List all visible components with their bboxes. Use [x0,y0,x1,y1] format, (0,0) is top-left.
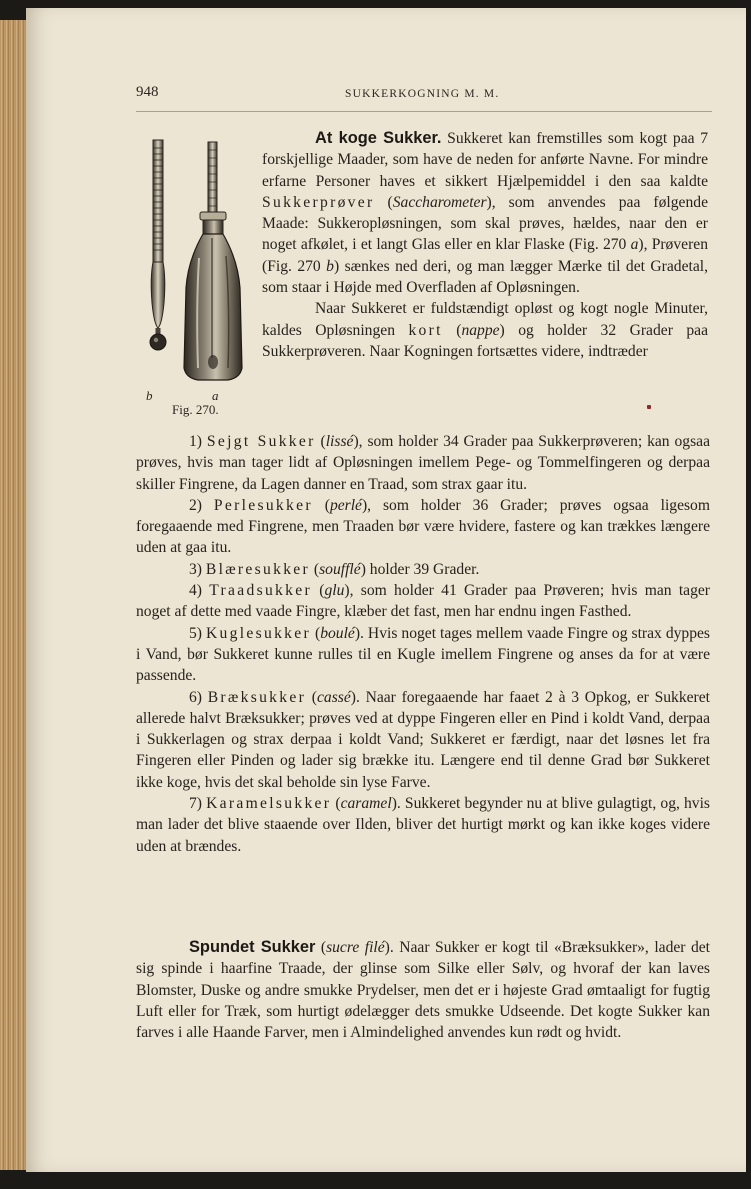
figure-caption: Fig. 270. [172,402,219,417]
list-item: 2) Perlesukker (perlé), som holder 36 Grader; prøves ogsaa ligesom foregaaende med Fingrene, men Traaden bør være hvidere, fastere og kan trækkes længere uden at gaa itu. [136,496,710,557]
list-item: 4) Traadsukker (glu), som holder 41 Grader paa Prøveren; hvis man tager noget af dette med vaade Fingre, klæber det fast, men har endnu ingen Fasthed. [136,582,711,621]
header-rule [136,111,712,112]
page-number: 948 [136,84,159,100]
intro-paragraph-2: Naar Sukkeret er fuldstændigt opløst og kogt nogle Minuter, kaldes Opløsningen kort (nappe) og holder 32 Grader paa Sukkerprøveren. Naar Kogningen fortsættes videre, indtræder [262,300,708,360]
term-sukkerprover: Sukkerprøver [262,193,375,211]
list-item: 1) Sejgt Sukker (lissé), som holder 34 Grader paa Sukkerprøveren; kan ogsaa prøves, hvis man tager lidt af Opløsningen imellem Pege- og Tommelfingeren og derpaa skiller Fingrene, da Lagen danner en Traad, som strax gaar itu. [136,433,711,493]
spundet-paragraph: Spundet Sukker (sucre filé). Naar Sukker er kogt til «Bræksukker», lader det sig spinde i haarfine Traade, der glinse som Silke eller Sølv, og hvoraf der kan laves Blomster, Duske og andre smukke Prydelser, men det er i højeste Grad ømtaaligt for fugtig Luft eller for Træk, som hurtigt ødelægger dets smukke Udseende. Det kogte Sukker kan farves i alle Haande Farver, men i Almindelighed anvendes kun rødt og hvidt. [136,938,711,1042]
bottle-a [184,142,242,380]
intro-paragraph: At koge Sukker. Sukkeret kan fremstilles som kogt paa 7 forskjellige Maader, som have de neden for anførte Navne. For mindre erfarne Personer haves et sikkert Hjælpemiddel i den saa kaldte Sukkerprøver (Saccharometer), som anvendes paa følgende Maade: Sukkeropløsningen, som skal prøves, hældes, naar den er noget afkølet, i et langt Glas eller en klar Flaske (Fig. 270 a), Prøveren (Fig. 270 b) sænkes ned deri, og man lægger Mærke til det Gradetal, som staar i Højde med Overfladen af Opløsningen. [262,129,708,297]
running-title: SUKKERKOGNING M. M. [345,88,500,100]
figure-270 [136,128,261,428]
spundet-sukker-section [136,937,710,1043]
list-item: 7) Karamelsukker (caramel). Sukkeret begynder nu at blive gulagtigt, og, hvis man lader det blive staaende over Ilden, bliver det hurtigt mørkt og kan ikke koges videre uden at brændes. [136,795,710,855]
list-item: 6) Bræksukker (cassé). Naar foregaaende har faaet 2 à 3 Opkog, er Sukkeret allerede halvt Bræksukker; prøves ved at dyppe Fingeren eller en Pind i koldt Vand, derpaa i Sukkerlagen og strax derpaa i koldt Vand; Sukkeret er færdigt, naar det løsnes let fra Fingeren eller Pinden og lader sig brække itu. Længere end til denne Grad bør Sukkeret ikke koge, hvis det skal beholde sin lyse Farve. [136,688,710,791]
figure-label-a: a [212,388,219,403]
list-item: 5) Kuglesukker (boulé). Hvis noget tages mellem vaade Fingre og strax dyppes i Vand, bør Sukkeret kunne rulles til en Kugle imellem Fingrene og anses da for at være passende. [136,624,711,685]
stray-ink-mark [647,405,651,409]
section-heading-spundet-sukker: Spundet Sukker [189,938,316,956]
section-heading-at-koge-sukker: At koge Sukker. [315,129,442,147]
list-item: 3) Blæresukker (soufflé) holder 39 Grader. [189,560,480,578]
term-kort: kort [408,321,443,339]
intro-section [262,128,708,362]
sugar-degree-list [136,431,710,857]
hydrometer-b [150,140,166,350]
saccharometer-illustration [136,128,261,398]
figure-label-b: b [146,388,153,403]
